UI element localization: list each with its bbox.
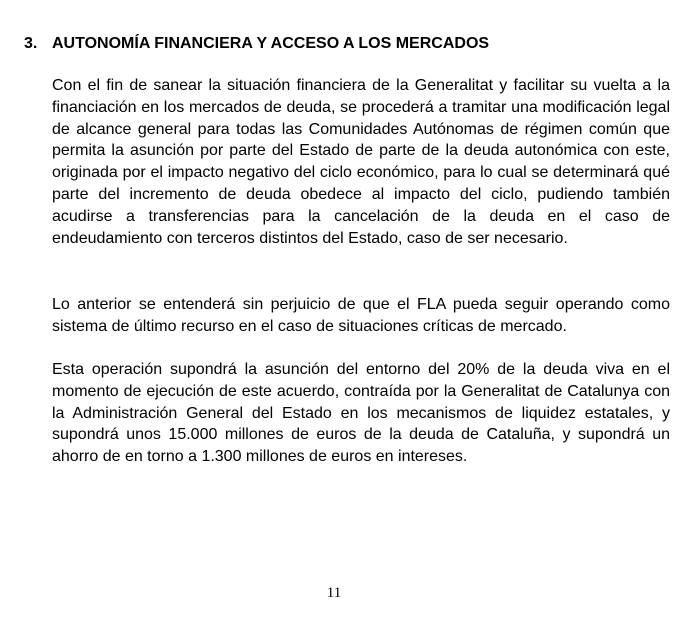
paragraph-operation-details: Esta operación supondrá la asunción del entorno del 20% de la deuda viva en el momento de ejecución de este acuerdo, contraída por la Generalitat de Catalunya con la Administración General del Estado en los mecanismos de liquidez estatales, y supondrá unos 15.000 millones de euros de la deuda de Cataluña, y supondrá un ahorro de en torno a 1.300 millones de euros en intereses. bbox=[52, 361, 670, 466]
paragraph-debt-assumption: Con el fin de sanear la situación financiera de la Generalitat y facilitar su vuelta a la financiación en los mercados de deuda, se procederá a tramitar una modificación legal de alcance general para todas las Comunidades Autónomas de régimen común que permita la asunción por parte del Estado de parte de la deuda autonómica con este, originada por el impacto negativo del ciclo económico, para lo cual se determinará qué parte del incremento de deuda obedece al impacto del ciclo, pudiendo también acudirse a transferencias para la cancelación de la deuda en el caso de endeudamiento con terceros distintos del Estado, caso de ser necesario. bbox=[52, 77, 670, 247]
section-title: AUTONOMÍA FINANCIERA Y ACCESO A LOS MERCADOS bbox=[52, 35, 490, 52]
paragraph-fla: Lo anterior se entenderá sin perjuicio de que el FLA pueda seguir operando como sistema de último recurso en el caso de situaciones críticas de mercado. bbox=[52, 296, 670, 335]
page-number: 11 bbox=[326, 585, 342, 601]
section-number: 3. bbox=[24, 35, 38, 52]
section-heading bbox=[24, 34, 489, 54]
